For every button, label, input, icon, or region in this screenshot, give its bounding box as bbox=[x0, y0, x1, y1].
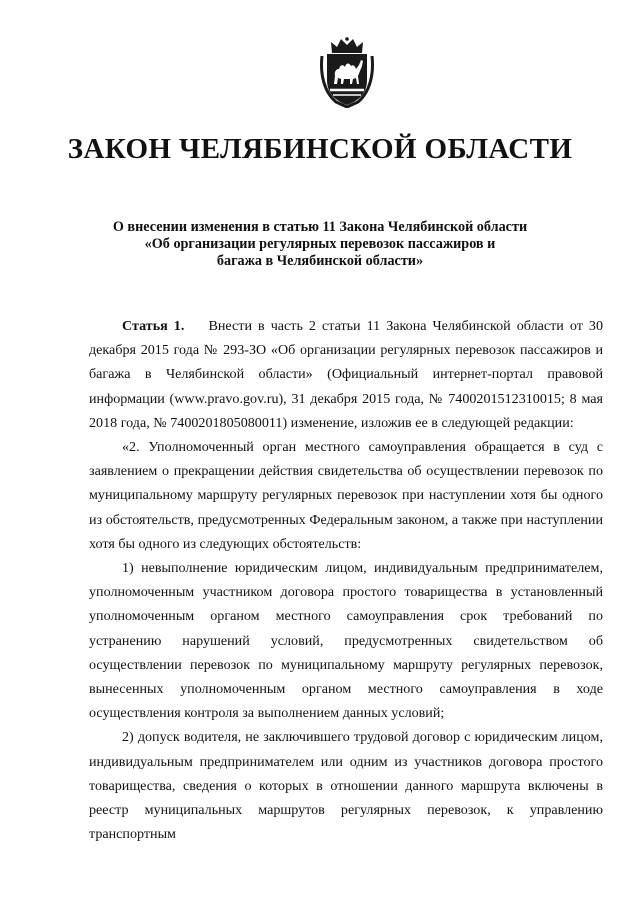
article-text: Внести в часть 2 статьи 11 Закона Челябинской области от 30 декабря 2015 года № 293-ЗО «Об организации регулярных перевозок пассажиров и багажа в Челябинской области» (Официальный интернет-портал правовой информации (www.pravo.gov.ru), 31 декабря 2015 года, № 7400201512310015; 8 мая 2018 года, № 7400201805080011) изменение, изложив ее в следующей редакции: bbox=[89, 318, 603, 431]
list-item-1: 1) невыполнение юридическим лицом, индивидуальным предпринимателем, уполномоченным участником договора простого товарищества в установленный уполномоченным органом местного самоуправления срок требований по устранению нарушений условий, предусмотренных свидетельством об осуществлении перевозок по муниципальному маршруту регулярных перевозок, вынесенных уполномоченным органом местного самоуправления в ходе осуществления контроля за выполнением данных условий; bbox=[89, 560, 603, 722]
article-1-paragraph bbox=[89, 314, 603, 435]
law-title: ЗАКОН ЧЕЛЯБИНСКОЙ ОБЛАСТИ bbox=[67, 133, 573, 165]
article-label: Статья 1. bbox=[122, 318, 185, 334]
subtitle-line: багажа в Челябинской области» bbox=[216, 253, 424, 269]
subtitle-line: «Об организации регулярных перевозок пассажиров и bbox=[144, 236, 496, 252]
document-body bbox=[89, 314, 603, 846]
paragraph-2: «2. Уполномоченный орган местного самоуправления обращается в суд с заявлением о прекращении действия свидетельства об осуществлении перевозок по муниципальному маршруту регулярных перевозок при наступлении хотя бы одного из обстоятельств, предусмотренных Федеральным законом, а также при наступлении хотя бы одного из следующих обстоятельств: bbox=[89, 439, 603, 552]
chelyabinsk-coat-of-arms-emblem bbox=[318, 36, 376, 108]
subtitle-line: О внесении изменения в статью 11 Закона Челябинской области bbox=[112, 219, 528, 235]
law-subtitle bbox=[90, 219, 550, 270]
list-item-2: 2) допуск водителя, не заключившего трудовой договор с юридическим лицом, индивидуальным предпринимателем или одним из участников договора простого товарищества, сведения о которых в отношении данного маршрута включены в реестр муниципальных маршрутов регулярных перевозок, к управлению транспортным bbox=[89, 729, 603, 843]
